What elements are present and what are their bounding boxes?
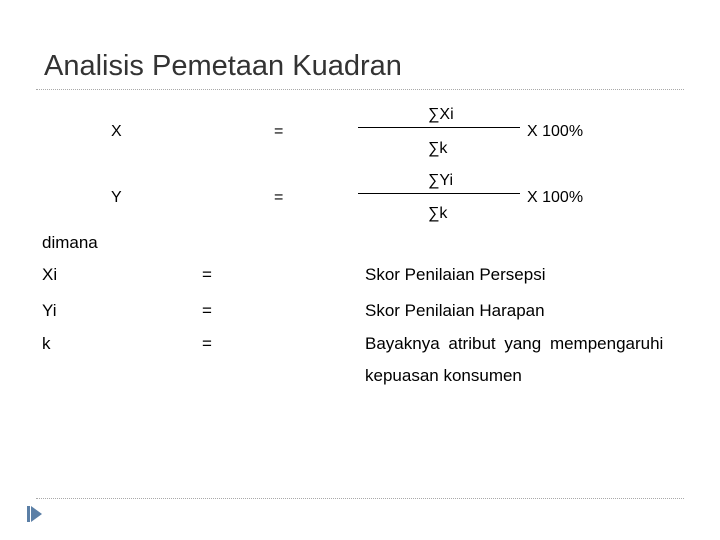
definition-equals-xi: = bbox=[202, 265, 212, 284]
title-divider bbox=[36, 89, 684, 90]
slide-bullet-bar bbox=[27, 506, 30, 522]
dimana-label: dimana bbox=[42, 233, 98, 252]
definition-desc-k-continued: kepuasan konsumen bbox=[365, 366, 522, 385]
definition-term-k: k bbox=[42, 334, 51, 353]
formula-x-equals: = bbox=[274, 123, 284, 140]
definition-equals-k: = bbox=[202, 334, 212, 353]
formula-y-numerator: ∑Yi bbox=[428, 172, 454, 189]
definition-desc-yi: Skor Penilaian Harapan bbox=[365, 301, 545, 320]
formula-y-equals: = bbox=[274, 189, 284, 206]
formula-y-multiplier: X 100% bbox=[527, 189, 584, 206]
definition-desc-k: Bayaknya atribut yang mempengaruhi bbox=[365, 334, 664, 353]
definition-term-yi: Yi bbox=[42, 301, 57, 320]
slide-bullet-arrow-icon bbox=[31, 506, 42, 522]
definition-term-xi: Xi bbox=[42, 265, 58, 284]
footer-divider bbox=[36, 498, 684, 499]
formula-y-fraction-bar bbox=[358, 193, 520, 194]
definition-desc-xi: Skor Penilaian Persepsi bbox=[365, 265, 546, 284]
slide-title: Analisis Pemetaan Kuadran bbox=[44, 50, 402, 82]
formula-y-variable: Y bbox=[111, 189, 122, 206]
formula-x-denominator: ∑k bbox=[428, 140, 448, 157]
formula-x-variable: X bbox=[111, 123, 122, 140]
formula-x-fraction-bar bbox=[358, 127, 520, 128]
formula-x-multiplier: X 100% bbox=[527, 123, 584, 140]
formula-y-denominator: ∑k bbox=[428, 205, 448, 222]
definition-equals-yi: = bbox=[202, 301, 212, 320]
formula-x-numerator: ∑Xi bbox=[428, 106, 454, 123]
